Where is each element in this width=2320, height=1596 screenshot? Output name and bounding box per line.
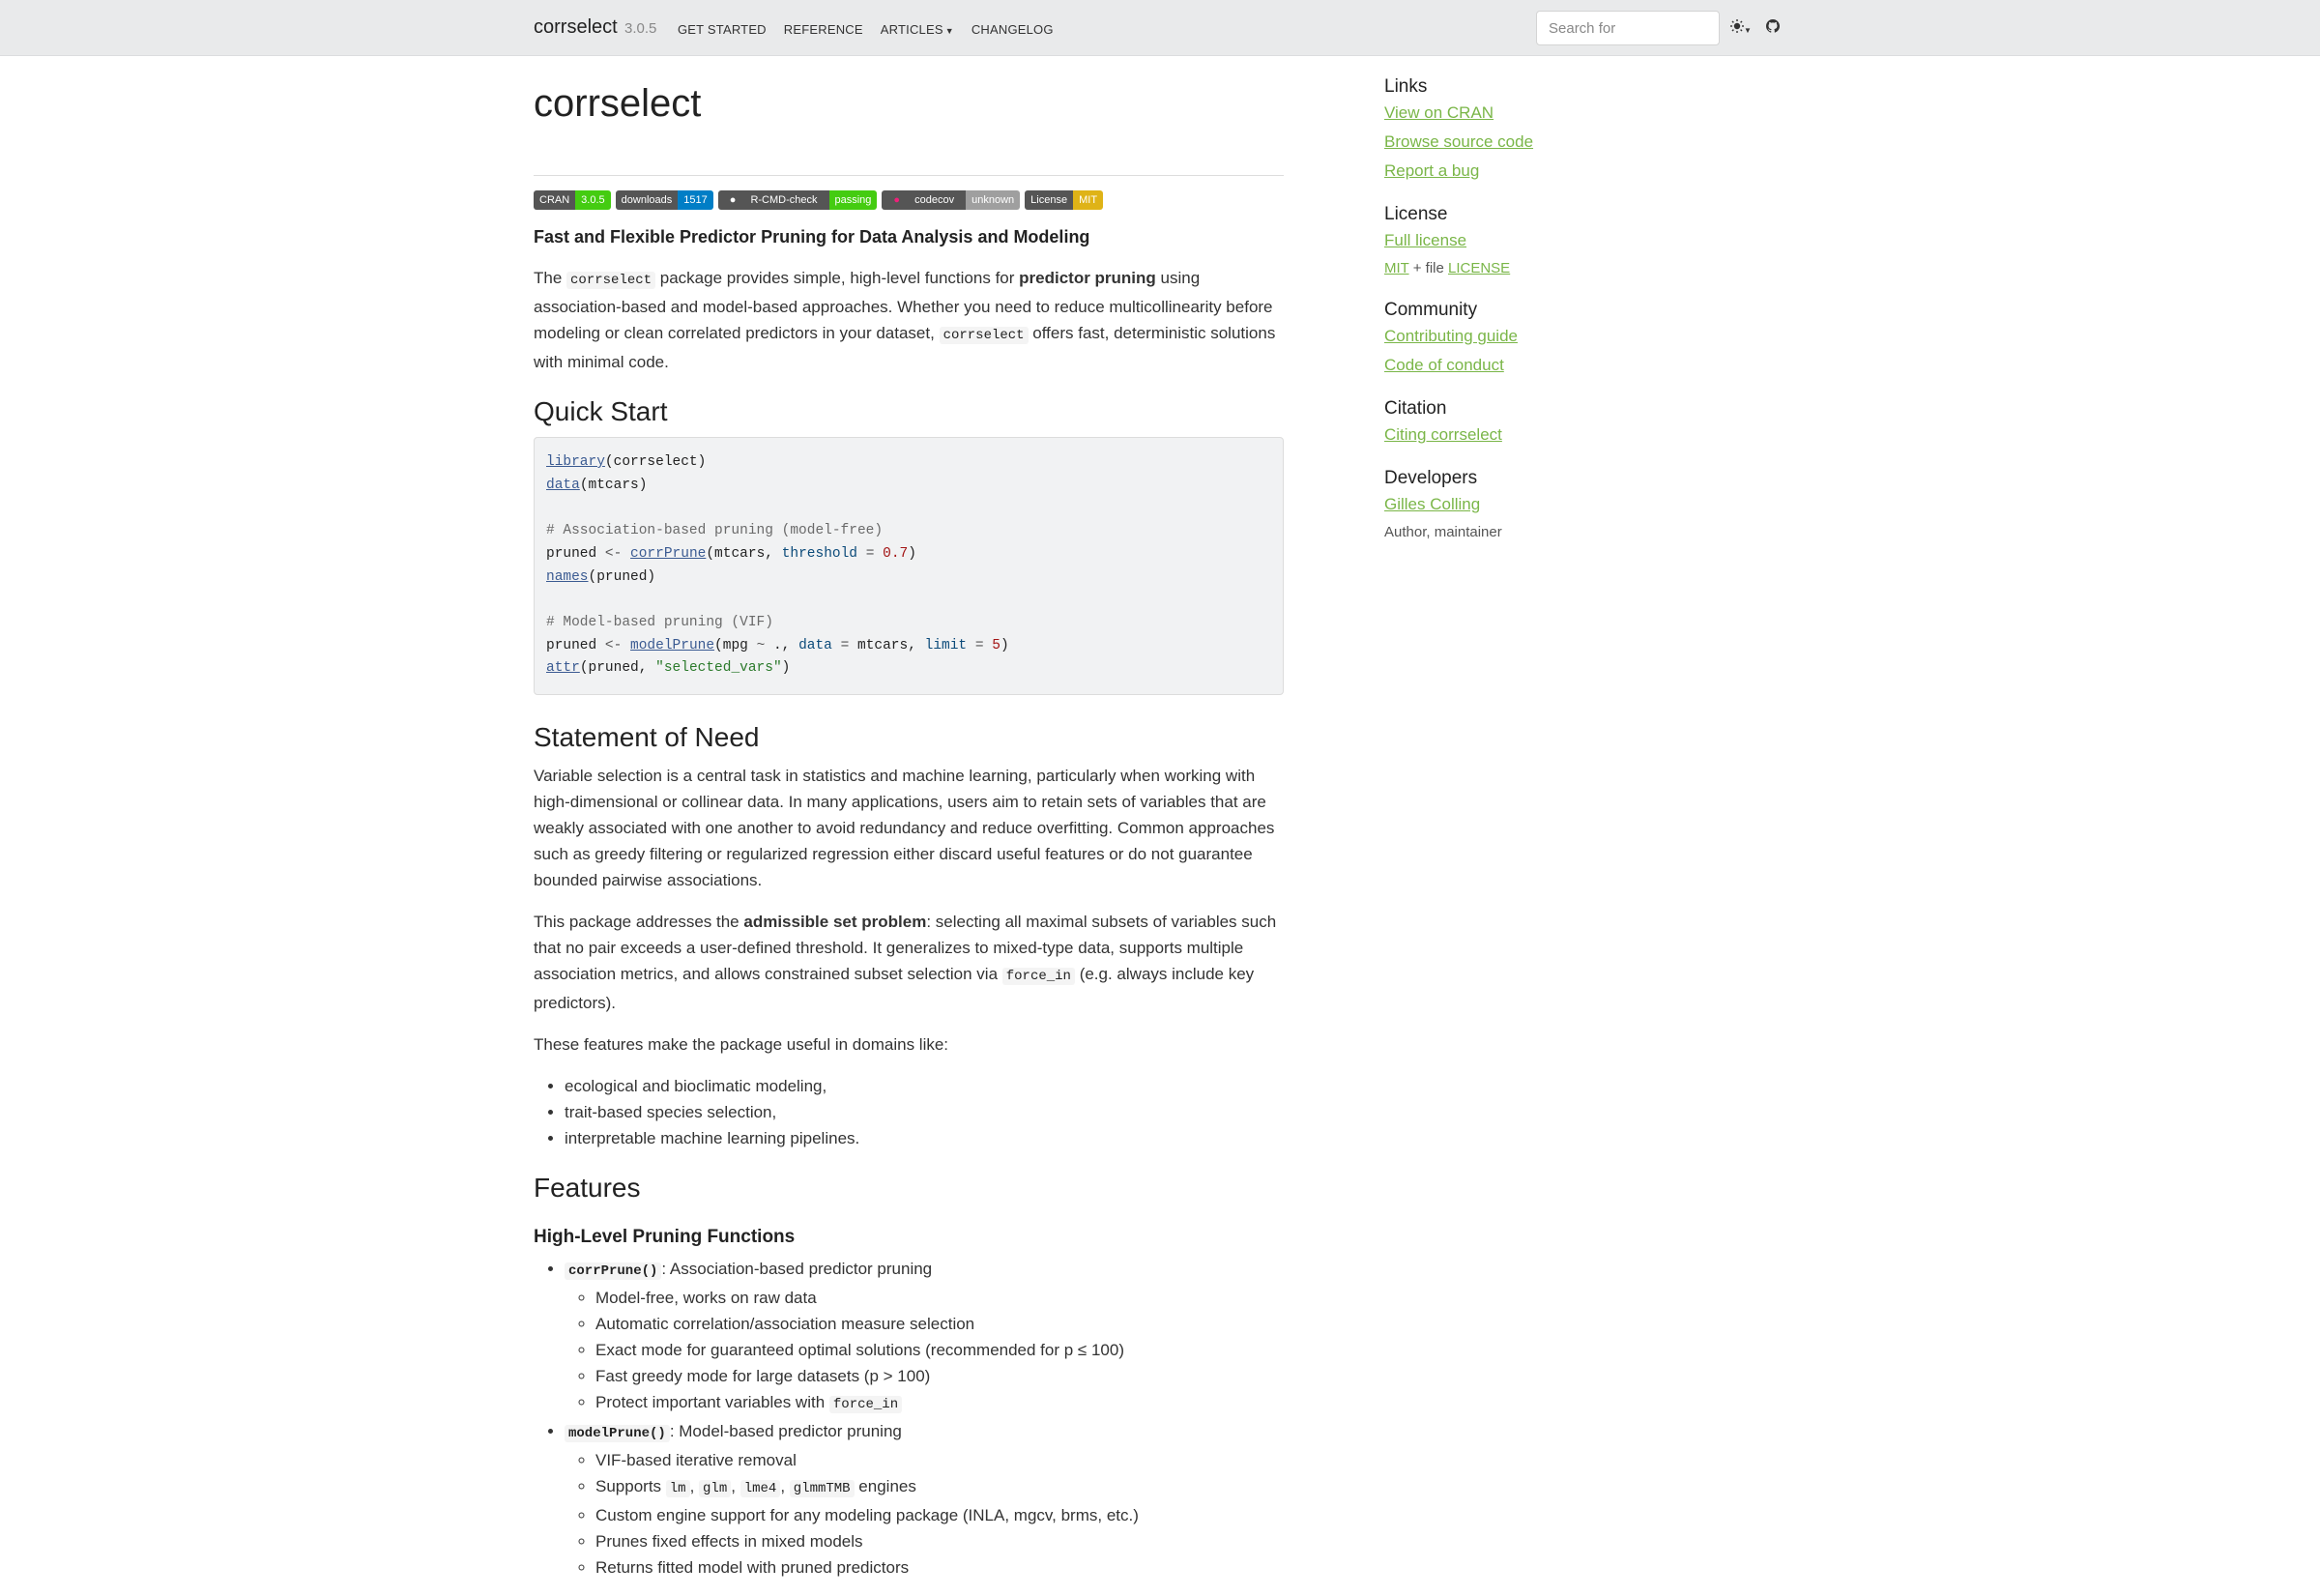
- developers-heading: Developers: [1384, 468, 1478, 488]
- github-icon: ●: [729, 194, 737, 206]
- intro-paragraph: The corrselect package provides simple, high-level functions for predictor pruning using association-based and model-based approaches. Whether you need to reduce multicollinearity before modeling or clean correlated predictors in your dataset, corrselect offers fast, deterministic solutions with minimal code.: [534, 269, 1276, 371]
- nav-articles-label: ARTICLES: [880, 22, 943, 37]
- codecov-badge[interactable]: ● codecov unknown: [882, 190, 1020, 210]
- list-item: ◦ Supports lm , glm , lme4 , glmmTMB engines: [595, 1473, 1284, 1502]
- corrprune-link[interactable]: corrPrune: [630, 545, 707, 562]
- links-heading: Links: [1384, 76, 1428, 97]
- list-item: ◦ Custom engine support for any modeling package (INLA, mgcv, brms, etc.): [595, 1502, 1284, 1528]
- full-license-link[interactable]: Full license: [1384, 231, 1467, 249]
- attr-link[interactable]: attr: [546, 660, 580, 677]
- version-label: 3.0.5: [624, 20, 657, 37]
- corrprune-sublist: [565, 1285, 1284, 1418]
- functions-list: [534, 1256, 1284, 1581]
- brand-link[interactable]: corrselect: [534, 16, 618, 38]
- nav-changelog[interactable]: CHANGELOG: [971, 22, 1054, 37]
- data-link[interactable]: data: [546, 477, 580, 493]
- quick-start-heading: Quick Start: [534, 396, 668, 426]
- report-bug-link[interactable]: Report a bug: [1384, 161, 1480, 180]
- need-paragraph-1: Variable selection is a central task in statistics and machine learning, particularly when working with high-dimensional or collinear data. In many applications, users aim to retain sets of variables that are weakly associated with one another to avoid redundancy and reduce overfitting. Common approaches such as greedy filtering or regularized regression either discard useful features or do not guarantee bounded pairwise associations.: [534, 767, 1275, 890]
- list-item: • ecological and bioclimatic modeling,: [565, 1073, 1284, 1099]
- list-item: • interpretable machine learning pipelines.: [565, 1125, 1284, 1151]
- chevron-down-icon: ▼: [944, 26, 954, 36]
- domains-list: [534, 1073, 1284, 1151]
- sidebar: [1384, 55, 1771, 546]
- list-item: • trait-based species selection,: [565, 1099, 1284, 1125]
- developer-link[interactable]: Gilles Colling: [1384, 495, 1481, 513]
- view-on-cran-link[interactable]: View on CRAN: [1384, 103, 1494, 122]
- need-paragraph-2: This package addresses the admissible set problem: selecting all maximal subsets of variables such that no pair exceeds a user-defined threshold. It generalizes to mixed-type data, supports multiple association metrics, and allows constrained subset selection via force_in (e.g. always include key predictors).: [534, 913, 1277, 1013]
- code-block: library(corrselect) data(mtcars) # Association-based pruning (model-free) pruned <- corrPrune(mtcars, threshold = 0.7) names(pruned) # Model-based pruning (VIF) pruned <- modelPrune(mpg ~ ., data = mtcars, limit = 5) attr(pruned, "selected_vars"): [534, 437, 1284, 695]
- names-link[interactable]: names: [546, 568, 589, 585]
- community-heading: Community: [1384, 300, 1478, 320]
- contributing-guide-link[interactable]: Contributing guide: [1384, 327, 1518, 345]
- downloads-badge[interactable]: downloads 1517: [616, 190, 713, 210]
- list-item: ◦ Protect important variables with force_in: [595, 1389, 1284, 1418]
- mit-link[interactable]: MIT: [1384, 260, 1409, 276]
- list-item: ◦ VIF-based iterative removal: [595, 1447, 1284, 1473]
- modelprune-sublist: [565, 1447, 1284, 1581]
- developer-role: Author, maintainer: [1384, 524, 1502, 540]
- page-title: corrselect: [534, 82, 702, 125]
- list-item: ◦ Prunes fixed effects in mixed models: [595, 1528, 1284, 1554]
- nav-links: [678, 22, 1071, 37]
- citation-heading: Citation: [1384, 398, 1447, 419]
- browse-source-link[interactable]: Browse source code: [1384, 132, 1534, 151]
- list-item: ◦ Model-free, works on raw data: [595, 1285, 1284, 1311]
- modelprune-code[interactable]: modelPrune(): [565, 1425, 670, 1442]
- features-heading: Features: [534, 1173, 641, 1204]
- nav-get-started[interactable]: GET STARTED: [678, 22, 767, 37]
- license-file-link[interactable]: LICENSE: [1448, 260, 1511, 276]
- license-heading: License: [1384, 204, 1448, 224]
- title-divider: [534, 175, 1284, 176]
- list-item: • modelPrune() : Model-based predictor pruning ◦ VIF-based iterative removal ◦ Supports lm , glm , lme4 , glmmTMB engines ◦ Custom engine support for any modeling package (INLA, mgcv, brms, etc.) ◦ Prunes fixed effects in mixed models ◦ Returns fitted model with pruned predictors: [565, 1418, 1284, 1581]
- license-badge[interactable]: License MIT: [1025, 190, 1103, 210]
- cran-badge[interactable]: CRAN 3.0.5: [534, 190, 611, 210]
- tagline: Fast and Flexible Predictor Pruning for Data Analysis and Modeling: [534, 227, 1090, 247]
- statement-heading: Statement of Need: [534, 722, 760, 753]
- corrprune-code[interactable]: corrPrune(): [565, 1262, 661, 1280]
- github-icon[interactable]: [1766, 19, 1780, 37]
- rcmdcheck-badge[interactable]: ● R-CMD-check passing: [718, 190, 878, 210]
- sun-icon[interactable]: [1730, 19, 1752, 37]
- list-item: ◦ Exact mode for guaranteed optimal solutions (recommended for p ≤ 100): [595, 1337, 1284, 1363]
- modelprune-link[interactable]: modelPrune: [630, 637, 715, 653]
- chevron-down-icon: ▼: [1744, 26, 1752, 35]
- codecov-icon: ●: [893, 194, 901, 206]
- nav-articles[interactable]: [881, 22, 954, 37]
- list-item: • corrPrune() : Association-based predictor pruning ◦ Model-free, works on raw data ◦ Automatic correlation/association measure selection ◦ Exact mode for guaranteed optimal solutions (recommended for p ≤ 100) ◦ Fast greedy mode for large datasets (p > 100) ◦ Protect important variables with force_in: [565, 1256, 1284, 1418]
- list-item: ◦ Automatic correlation/association measure selection: [595, 1311, 1284, 1337]
- citing-link[interactable]: Citing corrselect: [1384, 425, 1502, 444]
- nav-reference[interactable]: REFERENCE: [783, 22, 863, 37]
- library-link[interactable]: library: [546, 454, 605, 470]
- list-item: ◦ Returns fitted model with pruned predictors: [595, 1554, 1284, 1581]
- code-of-conduct-link[interactable]: Code of conduct: [1384, 356, 1504, 374]
- readme-body: [534, 227, 1284, 1596]
- need-paragraph-3: These features make the package useful in domains like:: [534, 1035, 949, 1055]
- search-input[interactable]: [1536, 11, 1720, 45]
- list-item: ◦ Fast greedy mode for large datasets (p > 100): [595, 1363, 1284, 1389]
- navbar: [0, 0, 2320, 56]
- badges: [534, 190, 1103, 210]
- high-level-heading: High-Level Pruning Functions: [534, 1227, 796, 1248]
- license-line: MIT + file LICENSE: [1384, 260, 1511, 276]
